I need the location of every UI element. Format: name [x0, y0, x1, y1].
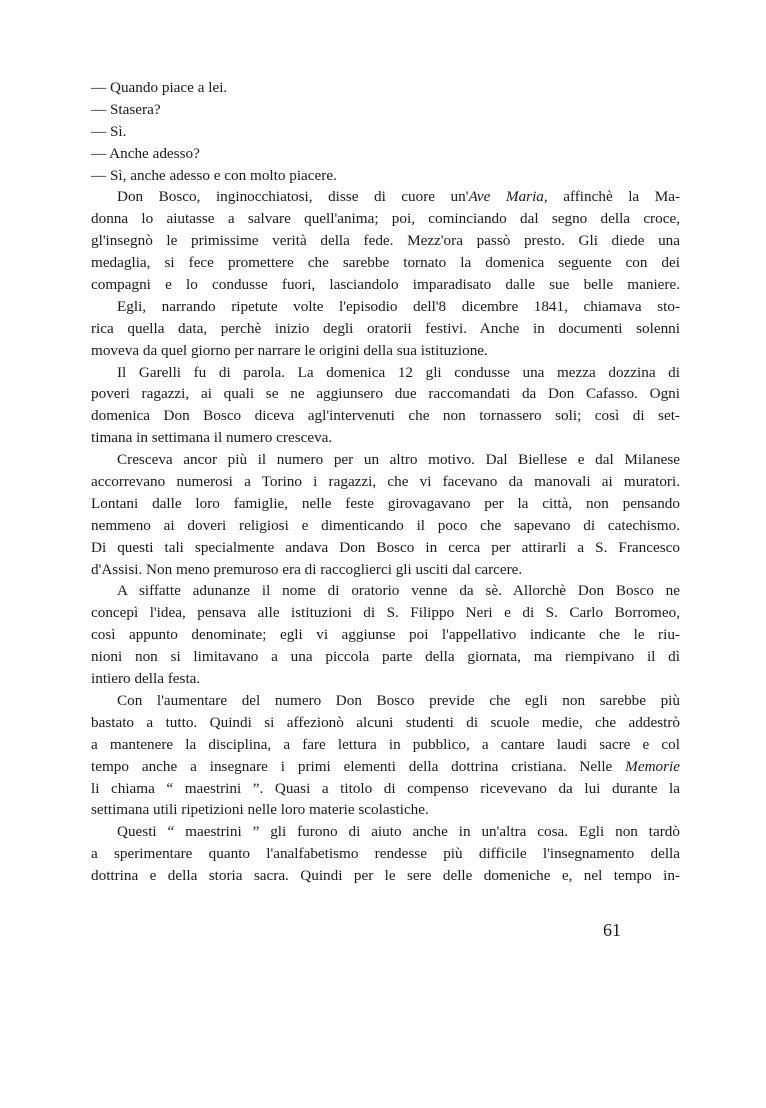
text-line: a mantenere la disciplina, a fare lettura in pubblico, a cantare laudi sacre e col	[91, 735, 680, 753]
text-fragment: , affinchè la Ma-	[543, 188, 681, 206]
text-line: intiero della festa.	[91, 670, 201, 688]
text-line: li chiama “ maestrini ”. Quasi a titolo di compenso ricevevano da lui durante la	[91, 779, 680, 797]
text-line: concepì l'idea, pensava alle istituzioni di S. Filippo Neri e di S. Carlo Borromeo,	[91, 604, 680, 622]
text-line: Il Garelli fu di parola. La domenica 12 gli condusse una mezza dozzina di	[117, 363, 680, 381]
text-line: nemmeno ai doveri religiosi e dimenticando il poco che sapevano di catechismo.	[91, 516, 680, 534]
text-line: domenica Don Bosco diceva agl'intervenuti che non tornassero soli; così di set-	[91, 407, 680, 425]
text-line: Egli, narrando ripetute volte l'episodio dell'8 dicembre 1841, chiamava sto-	[117, 297, 680, 315]
text-line: gl'insegnò le primissime verità della fede. Mezz'ora passò presto. Gli diede una	[91, 232, 680, 250]
text-line: Con l'aumentare del numero Don Bosco previde che egli non sarebbe più	[117, 691, 680, 709]
italic-title: Ave Maria	[468, 188, 544, 206]
italic-title: Memorie	[625, 757, 680, 775]
dialog-line: — Stasera?	[91, 100, 161, 118]
dialog-line: — Quando piace a lei.	[91, 79, 228, 96]
page-number: 61	[603, 920, 621, 940]
text-line: moveva da quel giorno per narrare le origini della sua istituzione.	[91, 341, 488, 359]
dialog-line: — Sì.	[91, 122, 127, 140]
dialog-line: — Anche adesso?	[91, 144, 200, 162]
text-line: donna lo aiutasse a salvare quell'anima; poi, cominciando dal segno della croce,	[91, 210, 680, 228]
text-line: dottrina e della storia sacra. Quindi per le sere delle domeniche e, nel tempo in-	[91, 867, 680, 885]
text-line: d'Assisi. Non meno premuroso era di raccoglierci gli usciti dal carcere.	[91, 560, 523, 578]
text-line	[91, 186, 680, 208]
text-line: a sperimentare quanto l'analfabetismo rendesse più difficile l'insegnamento della	[91, 845, 680, 863]
text-line: Lontani dalle loro famiglie, nelle feste girovagavano per la città, non pensando	[91, 494, 680, 512]
text-line: rica quella data, perchè inizio degli oratorii festivi. Anche in documenti solenni	[91, 319, 680, 337]
text-fragment: Don Bosco, inginocchiatosi, disse di cuore un'	[117, 188, 469, 206]
text-line: medaglia, si fece promettere che sarebbe tornato la domenica seguente con dei	[91, 254, 680, 272]
text-line: settimana utili ripetizioni nelle loro materie scolastiche.	[91, 801, 429, 819]
text-fragment: tempo anche a insegnare i primi elementi della dottrina cristiana. Nelle	[91, 757, 626, 775]
text-line: A siffatte adunanze il nome di oratorio venne da sè. Allorchè Don Bosco ne	[117, 582, 680, 600]
text-line	[91, 756, 680, 778]
text-line: timana in settimana il numero cresceva.	[91, 429, 333, 447]
text-line: Cresceva ancor più il numero per un altro motivo. Dal Biellese e dal Milanese	[117, 451, 680, 469]
text-line: Di questi tali specialmente andava Don Bosco in cerca per attirarli a S. Francesco	[91, 538, 680, 556]
text-line: compagni e lo condusse fuori, lasciandolo imparadisato dalle sue belle maniere.	[91, 276, 680, 294]
text-line: bastato a tutto. Quindi si affezionò alcuni studenti di scuole medie, che addestrò	[91, 713, 680, 731]
text-line: poveri ragazzi, ai quali se ne aggiunsero due raccomandati da Don Cafasso. Ogni	[91, 385, 680, 403]
text-line: così appunto denominate; egli vi aggiunse poi l'appellativo indicante che le riu-	[91, 626, 680, 644]
text-line: nioni non si limitavano a una piccola parte della giornata, ma riempivano il dì	[91, 648, 680, 666]
body-text	[91, 77, 680, 887]
dialog-line: — Sì, anche adesso e con molto piacere.	[91, 166, 337, 184]
text-line: accorrevano numerosi a Torino i ragazzi, che vi facevano da manovali ai muratori.	[91, 473, 680, 491]
text-line: Questi “ maestrini ” gli furono di aiuto anche in un'altra cosa. Egli non tardò	[117, 823, 680, 841]
